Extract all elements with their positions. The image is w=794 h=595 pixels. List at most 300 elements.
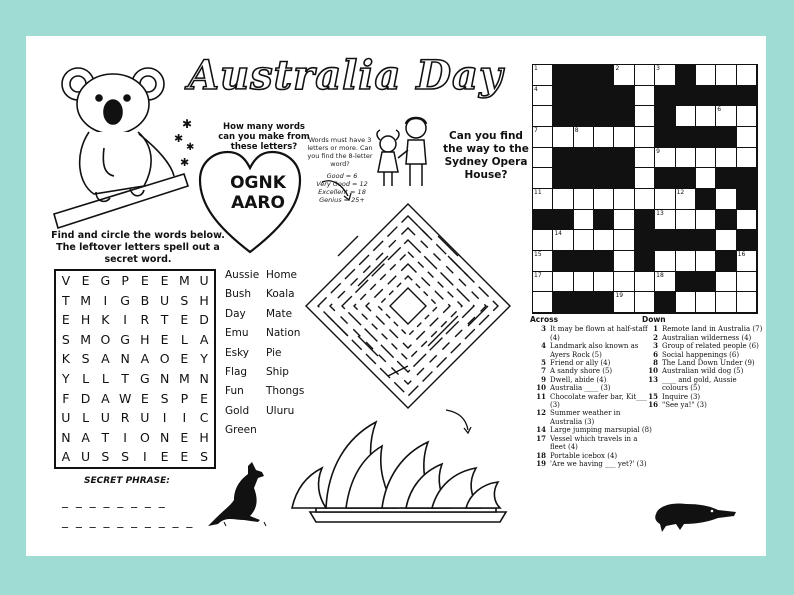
crossword-black-cell [655,168,675,189]
crossword-cell[interactable] [737,292,757,313]
crossword-black-cell [553,292,573,313]
crossword-black-cell [594,148,614,169]
clue-number: 7 [541,366,546,376]
crossword-cell[interactable] [716,272,736,293]
clue-text: Vessel which travels in a fleet (4) [550,434,638,452]
crossword-cell[interactable] [594,189,614,210]
crossword-black-cell [716,168,736,189]
across-clue [530,384,652,392]
crossword-cell[interactable] [533,230,553,251]
crossword-cell[interactable] [533,272,553,293]
wordsearch-instructions: Find and circle the words below. The leftover letters spell out a secret word. [51,230,225,265]
score-good: Good = 6 [326,172,358,180]
wordsearch-letter[interactable]: E [180,449,189,465]
clue-number: 9 [541,374,546,384]
wordsearch-letter[interactable]: S [81,351,90,367]
clue-text: Australian wild dog (5) [662,367,744,376]
crossword-cell[interactable] [676,148,696,169]
across-clue [530,342,652,359]
word-list-item: Koala [266,288,295,301]
wordsearch-letter[interactable]: H [140,331,150,347]
word-list-item: Ship [266,365,289,378]
crossword-black-cell [594,86,614,107]
across-clue [530,367,652,375]
wordsearch-letter[interactable]: B [140,292,150,308]
crossword-black-cell [574,251,594,272]
clue-number: 2 [653,332,658,342]
wordsearch-row [56,408,214,428]
crossword-cell[interactable] [716,148,736,169]
wordsearch-letter[interactable]: H [199,292,209,308]
crossword-black-cell [635,210,655,231]
wordsearch-letter[interactable]: U [160,292,170,308]
wordsearch-letter[interactable]: E [180,351,189,367]
crossword-black-cell [676,65,696,86]
wordsearch-letter[interactable]: G [140,370,150,386]
crossword-cell[interactable] [614,292,634,313]
crossword-cell[interactable] [655,210,675,231]
wordsearch-letter[interactable]: S [61,331,70,347]
crossword-cell[interactable] [737,127,757,148]
crossword-cell[interactable] [614,210,634,231]
crossword-black-cell [614,148,634,169]
wordsearch-letter[interactable]: M [80,292,92,308]
wordsearch-letter[interactable]: O [159,351,170,367]
wordsearch-letter[interactable]: S [101,449,110,465]
crossword-cell[interactable] [533,189,553,210]
wordsearch-row [56,271,214,291]
crossword-black-cell [655,86,675,107]
wordsearch-letter[interactable]: I [123,312,127,328]
wordsearch-letter[interactable]: Y [200,351,208,367]
wordsearch-letter[interactable]: N [61,429,71,445]
score-excellent: Excellent = 18 [318,188,366,196]
down-clue-list [642,325,764,409]
clue-text: Portable icebox (4) [550,451,618,460]
crossword-grid[interactable] [532,64,758,314]
wordsearch-letter[interactable]: T [160,312,169,328]
wordsearch-letter[interactable]: U [199,273,209,288]
across-clue [530,460,652,468]
crossword-cell[interactable] [655,272,675,293]
svg-text:✱: ✱ [174,132,184,145]
word-list-item: Aussie [225,269,260,281]
clue-text: It may be flown at half-staff (4) [550,325,648,342]
crossword-black-cell [574,148,594,169]
wordsearch-letter[interactable]: I [143,449,147,465]
crossword-cell[interactable] [696,148,716,169]
wordsearch-letter[interactable]: I [182,410,187,426]
crossword-cell[interactable] [696,292,716,313]
crossword-black-cell [676,230,696,251]
wordsearch-letter[interactable]: E [140,390,149,406]
crossword-cell[interactable] [635,189,655,210]
crossword-cell[interactable] [574,272,594,293]
crossword-black-cell [716,127,736,148]
crossword-cell[interactable] [676,292,696,313]
wordsearch-letter[interactable]: M [80,331,92,347]
crossword-black-cell [553,168,573,189]
across-heading: Across [530,315,559,324]
clue-text: Australian wilderness (4) [662,333,752,342]
wordsearch-letter[interactable]: A [81,429,90,445]
wordsearch-letter[interactable]: G [100,273,111,288]
crossword-clue-number: 6 [717,106,722,114]
clue-number: 13 [648,374,658,384]
clue-text: Friend or ally (4) [550,359,611,368]
across-clue [530,325,652,342]
crossword-black-cell [574,168,594,189]
anagram-rules: Words must have 3 letters or more. Can you find the 8-letter word? [307,136,373,168]
wordsearch-letter[interactable]: S [180,292,189,308]
down-clues [642,316,764,409]
word-list-item: Flag [225,365,248,378]
score-genius: Genius = 25+ [319,196,365,204]
crossword-cell[interactable] [574,127,594,148]
across-clue [530,426,652,434]
crossword-clue-number: 10 [615,168,624,176]
crossword-black-cell [553,106,573,127]
crossword-cell[interactable] [737,65,757,86]
crossword-cell[interactable] [737,272,757,293]
clue-number: 10 [536,383,546,393]
clue-text: Summer weather in Australia (3) [550,409,621,426]
down-clue [642,359,764,367]
crossword-black-cell [696,86,716,107]
score-very-good: Very Good = 12 [316,180,368,188]
wordsearch-letter[interactable]: A [140,351,150,367]
down-clue [642,351,764,359]
word-list-column-2 [266,266,304,421]
across-clue [530,452,652,460]
crossword-cell[interactable] [737,210,757,231]
wordsearch-letter[interactable]: E [160,449,169,465]
crossword-cell[interactable] [696,210,716,231]
down-clue [642,342,764,350]
crossword-clue-number: 5 [656,106,660,114]
crossword-cell[interactable] [635,86,655,107]
wordsearch-letter[interactable]: P [121,273,129,288]
wordsearch-letter[interactable]: N [120,351,130,367]
crossword-cell[interactable] [533,65,553,86]
children-illustration [372,114,438,192]
crossword-cell[interactable] [676,106,696,127]
wordsearch-letter[interactable]: S [121,449,130,465]
crossword-clue-number: 14 [554,230,562,238]
crossword-cell[interactable] [614,272,634,293]
down-clue [642,393,764,401]
wordsearch-letter[interactable]: O [139,429,150,445]
wordsearch-letter[interactable]: E [200,390,209,406]
crossword-clue-number: 19 [615,292,624,300]
clue-text: A sandy shore (5) [550,367,613,376]
kangaroo-illustration [204,458,274,528]
crossword-cell[interactable] [716,65,736,86]
crossword-black-cell [574,106,594,127]
crossword-black-cell [655,127,675,148]
clue-number: 5 [541,358,546,368]
wordsearch-letter[interactable]: R [140,312,150,328]
crossword-cell[interactable] [696,106,716,127]
wordsearch-letter[interactable]: I [162,410,167,426]
wordsearch-row [56,369,214,389]
clue-text: 'Are we having ___ yet?' (3) [550,459,647,468]
wordsearch-letter[interactable]: T [121,370,129,386]
wordsearch-letter[interactable]: N [199,370,209,386]
maze-puzzle[interactable] [298,196,518,416]
secret-phrase-line-1[interactable]: _ _ _ _ _ _ _ _ [62,494,167,508]
wordsearch-letter[interactable]: R [120,410,130,426]
word-list-item: Nation [266,327,301,340]
anagram-question: How many words can you make from these letters? [218,122,310,152]
wordsearch-letter[interactable]: L [82,370,90,386]
clue-text: Large jumping marsupial (8) [550,426,652,435]
wordsearch-letter[interactable]: E [180,312,189,328]
crossword-clue-number: 9 [656,147,660,155]
word-list-column-1 [225,266,259,441]
wordsearch-letter[interactable]: Y [62,370,70,386]
crossword-cell[interactable] [635,292,655,313]
crossword-black-cell [614,106,634,127]
crossword-black-cell [635,251,655,272]
clue-text: Social happenings (6) [662,350,740,359]
svg-text:✱: ✱ [182,118,193,131]
wordsearch-letter[interactable]: A [61,449,71,465]
crossword-cell[interactable] [635,148,655,169]
clue-number: 18 [536,450,546,460]
crossword-cell[interactable] [696,251,716,272]
down-clue [642,376,764,393]
crossword-black-cell [716,251,736,272]
clue-number: 8 [653,358,658,368]
wordsearch-letter[interactable]: S [200,449,209,465]
crossword-black-cell [574,65,594,86]
clue-number: 17 [536,433,546,443]
wordsearch-letter[interactable]: K [101,312,110,328]
crossword-cell[interactable] [574,189,594,210]
crossword-black-cell [655,292,675,313]
crossword-cell[interactable] [655,189,675,210]
crossword-black-cell [696,189,716,210]
wordsearch-letter[interactable]: A [101,351,110,367]
wordsearch-letter[interactable]: T [101,429,110,445]
wordsearch-letter[interactable]: C [199,410,209,426]
wordsearch-letter[interactable]: N [159,370,170,386]
across-clue-list [530,325,652,468]
crossword-clue-number: 12 [676,188,685,196]
wordsearch-letter[interactable]: E [160,331,169,347]
wordsearch-letter[interactable]: T [62,292,70,308]
crossword-cell[interactable] [676,210,696,231]
wordsearch-letter[interactable]: U [61,410,71,426]
wordsearch-letter[interactable]: U [100,410,110,426]
sydney-opera-house-illustration [286,418,530,528]
page-title: Australia Day [188,52,504,99]
crossword-cell[interactable] [614,127,634,148]
crossword-cell[interactable] [635,168,655,189]
word-list-item: Bush [225,288,251,301]
crossword-cell[interactable] [737,106,757,127]
wordsearch-letter[interactable]: G [120,292,130,308]
crossword-black-cell [594,106,614,127]
crossword-cell[interactable] [553,230,573,251]
crossword-black-cell [553,148,573,169]
crossword-cell[interactable] [614,230,634,251]
crossword-cell[interactable] [716,106,736,127]
crossword-cell[interactable] [533,168,553,189]
wordsearch-letter[interactable]: H [199,429,209,445]
crossword-black-cell [614,168,634,189]
crossword-cell[interactable] [553,272,573,293]
wordsearch-letter[interactable]: O [100,331,111,347]
crossword-cell[interactable] [594,230,614,251]
crossword-clue-number: 2 [615,65,620,72]
clue-number: 6 [653,349,658,359]
clue-number: 10 [648,366,658,376]
crossword-cell[interactable] [635,106,655,127]
crossword-cell[interactable] [553,189,573,210]
wordsearch-letter[interactable]: P [180,390,189,406]
wordsearch-letter[interactable]: L [180,331,188,347]
clue-number: 1 [653,324,658,334]
wordsearch-row [56,428,214,448]
wordsearch-letter[interactable]: D [199,312,209,328]
crossword-cell[interactable] [574,230,594,251]
clue-text: Australia ____ (3) [550,384,611,393]
clue-text: The Land Down Under (9) [662,359,755,368]
wordsearch-letter[interactable]: I [123,429,127,445]
wordsearch-letter[interactable]: N [159,429,170,445]
wordsearch-letter[interactable]: L [82,410,90,426]
crossword-cell[interactable] [533,127,553,148]
crossword-black-cell [594,251,614,272]
wordsearch-letter[interactable]: G [120,331,130,347]
crossword-cell[interactable] [553,127,573,148]
clue-number: 14 [536,425,546,435]
crossword-cell[interactable] [594,127,614,148]
clue-text: Remote land in Australia (7) [662,325,763,334]
clue-number: 3 [653,341,658,351]
crossword-black-cell [696,230,716,251]
down-clue [642,334,764,342]
crossword-cell[interactable] [655,148,675,169]
crossword-cell[interactable] [533,106,553,127]
crossword-clue-number: 8 [574,126,579,134]
svg-text:✱: ✱ [180,156,190,169]
clue-number: 19 [536,458,546,468]
crossword-black-cell [533,210,553,231]
crossword-cell[interactable] [655,65,675,86]
crossword-cell[interactable] [594,272,614,293]
secret-phrase-line-2[interactable]: _ _ _ _ _ _ _ _ _ _ [62,514,195,528]
wordsearch-letter[interactable]: L [101,370,109,386]
wordsearch-letter[interactable]: A [101,390,110,406]
anagram-letters [218,173,298,213]
crossword-cell[interactable] [737,148,757,169]
clue-number: 3 [541,324,546,334]
wordsearch-letter[interactable]: K [61,351,70,367]
crossword-cell[interactable] [676,189,696,210]
wordsearch-letter[interactable]: E [180,429,189,445]
crossword-cell[interactable] [696,168,716,189]
clue-text: "See ya!" (3) [662,401,707,410]
crossword-cell[interactable] [716,189,736,210]
crossword-cell[interactable] [635,272,655,293]
wordsearch-letter[interactable]: W [118,390,132,406]
anagram-letters-line2: AARO [231,193,285,213]
wordsearch-grid[interactable] [54,269,216,469]
crossword-cell[interactable] [716,292,736,313]
crossword-cell[interactable] [574,210,594,231]
clue-number: 12 [536,408,546,418]
crossword-cell[interactable] [635,127,655,148]
wordsearch-letter[interactable]: E [140,273,149,288]
wordsearch-letter[interactable]: M [178,273,190,288]
crossword-black-cell [737,168,757,189]
wordsearch-letter[interactable]: H [80,312,91,328]
word-list-item: Esky [225,346,250,359]
wordsearch-letter[interactable]: E [160,273,169,288]
wordsearch-letter[interactable]: U [140,410,150,426]
crossword-cell[interactable] [533,251,553,272]
crossword-black-cell [676,127,696,148]
crossword-cell[interactable] [533,292,553,313]
crossword-black-cell [553,86,573,107]
wordsearch-row [56,389,214,409]
crossword-black-cell [676,168,696,189]
crossword-cell[interactable] [676,251,696,272]
crossword-black-cell [614,86,634,107]
crossword-clue-number: 17 [534,271,542,279]
wordsearch-letter[interactable]: E [61,312,70,328]
down-clue [642,325,764,333]
crossword-black-cell [716,86,736,107]
crossword-cell[interactable] [716,230,736,251]
crossword-black-cell [676,272,696,293]
crossword-cell[interactable] [533,148,553,169]
crossword-cell[interactable] [614,189,634,210]
wordsearch-letter[interactable]: D [80,390,91,406]
wordsearch-letter[interactable]: V [61,273,71,288]
anagram-letters-line1: OGNK [230,173,286,193]
wordsearch-letter[interactable]: I [103,292,108,308]
crossword-cell[interactable] [614,65,634,86]
crossword-cell[interactable] [635,65,655,86]
word-list-item: Fun [225,385,244,398]
crossword-cell[interactable] [737,251,757,272]
wordsearch-letter[interactable]: U [81,449,91,465]
word-list-item: Mate [266,307,293,320]
wordsearch-letter[interactable]: M [178,370,190,386]
crossword-cell[interactable] [533,86,553,107]
down-clue [642,401,764,409]
wordsearch-letter[interactable]: F [62,390,70,406]
crossword-cell[interactable] [655,251,675,272]
crossword-cell[interactable] [614,251,634,272]
across-clue [530,376,652,384]
wordsearch-letter[interactable]: A [199,331,209,347]
wordsearch-row [56,447,214,467]
crossword-black-cell [574,292,594,313]
crossword-clue-number: 16 [737,250,746,258]
wordsearch-letter[interactable]: E [81,273,90,288]
crossword-black-cell [594,292,614,313]
crossword-black-cell [635,230,655,251]
crossword-cell[interactable] [696,65,716,86]
word-list-item: Pie [266,346,282,359]
wordsearch-letter[interactable]: S [160,390,169,406]
maze-question: Can you find the way to the Sydney Opera House? [443,130,529,181]
